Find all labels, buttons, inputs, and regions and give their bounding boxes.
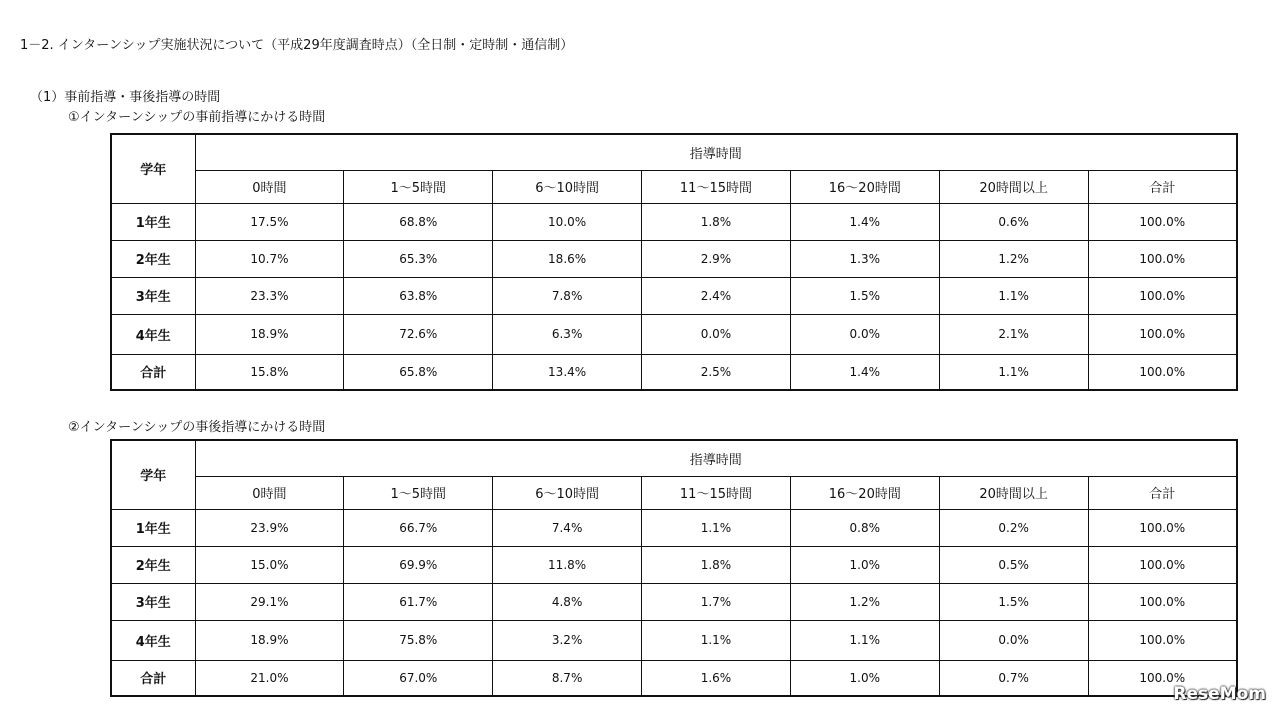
row-label: 3年生 [111,277,195,314]
table-cell: 63.8% [344,277,493,314]
group-header: 指導時間 [195,440,1237,476]
table-cell: 23.3% [195,277,344,314]
column-header: 合計 [1088,170,1237,203]
post-guidance-table [110,439,1238,697]
total-row [111,354,1237,390]
table-header-row [111,440,1237,476]
table-cell: 1.1% [939,277,1088,314]
table-cell: 1.2% [790,583,939,620]
table-cell: 7.4% [493,509,642,546]
table-cell: 1.3% [790,240,939,277]
column-header-row [111,476,1237,509]
table-cell: 66.7% [344,509,493,546]
column-header: 11～15時間 [642,170,791,203]
table-cell: 2.9% [642,240,791,277]
table-cell: 67.0% [344,660,493,696]
pre-guidance-table [110,133,1238,391]
table-cell: 18.9% [195,314,344,354]
column-header-row [111,170,1237,203]
table-cell: 1.0% [790,660,939,696]
section-title: （1）事前指導・事後指導の時間 [30,90,221,105]
table-cell: 1.8% [642,546,791,583]
column-header: 16～20時間 [790,170,939,203]
table-cell: 100.0% [1088,509,1237,546]
table-cell: 29.1% [195,583,344,620]
group-header: 指導時間 [195,134,1237,170]
table-2-title: ②インターンシップの事後指導にかける時間 [68,420,326,435]
table-cell: 1.2% [939,240,1088,277]
table-row [111,546,1237,583]
table-cell: 1.7% [642,583,791,620]
table-cell: 100.0% [1088,546,1237,583]
column-header: 1～5時間 [344,476,493,509]
resemom-watermark-logo: ReseMom [1173,684,1266,704]
table-cell: 1.0% [790,546,939,583]
table-cell: 2.1% [939,314,1088,354]
total-row [111,660,1237,696]
table-cell: 7.8% [493,277,642,314]
table-cell: 0.5% [939,546,1088,583]
table-cell: 65.3% [344,240,493,277]
table-cell: 0.8% [790,509,939,546]
column-header: 20時間以上 [939,476,1088,509]
row-label: 3年生 [111,583,195,620]
table-cell: 13.4% [493,354,642,390]
table-cell: 4.8% [493,583,642,620]
table-cell: 18.9% [195,620,344,660]
table-header-row [111,134,1237,170]
row-label: 1年生 [111,203,195,240]
table-cell: 1.8% [642,203,791,240]
table-cell: 1.6% [642,660,791,696]
table-row [111,583,1237,620]
table-row [111,240,1237,277]
table-cell: 0.0% [642,314,791,354]
table-cell: 72.6% [344,314,493,354]
table-cell: 0.2% [939,509,1088,546]
table-cell: 1.5% [939,583,1088,620]
table-cell: 100.0% [1088,314,1237,354]
row-label: 2年生 [111,240,195,277]
table-cell: 0.0% [790,314,939,354]
table-cell: 18.6% [493,240,642,277]
table-cell: 69.9% [344,546,493,583]
column-header: 11～15時間 [642,476,791,509]
table-cell: 1.4% [790,203,939,240]
row-label: 4年生 [111,314,195,354]
table-cell: 15.0% [195,546,344,583]
table-cell: 1.1% [642,620,791,660]
table-row [111,620,1237,660]
table-cell: 61.7% [344,583,493,620]
column-header: 6～10時間 [493,170,642,203]
table-cell: 1.1% [939,354,1088,390]
table-cell: 11.8% [493,546,642,583]
table-cell: 100.0% [1088,354,1237,390]
table-cell: 23.9% [195,509,344,546]
table-cell: 1.1% [642,509,791,546]
row-label: 4年生 [111,620,195,660]
grade-header: 学年 [111,134,195,203]
table-row [111,203,1237,240]
table-cell: 100.0% [1088,620,1237,660]
table-cell: 2.4% [642,277,791,314]
column-header: 0時間 [195,170,344,203]
table-row [111,314,1237,354]
column-header: 0時間 [195,476,344,509]
table-cell: 6.3% [493,314,642,354]
table-cell: 0.0% [939,620,1088,660]
table-cell: 100.0% [1088,583,1237,620]
column-header: 6～10時間 [493,476,642,509]
table-cell: 1.1% [790,620,939,660]
table-cell: 3.2% [493,620,642,660]
table-cell: 21.0% [195,660,344,696]
table-cell: 100.0% [1088,203,1237,240]
column-header: 合計 [1088,476,1237,509]
table-cell: 10.0% [493,203,642,240]
table-cell: 100.0% [1088,277,1237,314]
row-label: 2年生 [111,546,195,583]
table-cell: 1.5% [790,277,939,314]
table-cell: 68.8% [344,203,493,240]
table-cell: 75.8% [344,620,493,660]
table-cell: 100.0% [1088,660,1237,696]
row-label: 1年生 [111,509,195,546]
column-header: 1～5時間 [344,170,493,203]
table-cell: 8.7% [493,660,642,696]
table-cell: 17.5% [195,203,344,240]
row-label: 合計 [111,354,195,390]
table-row [111,277,1237,314]
table-cell: 1.4% [790,354,939,390]
column-header: 20時間以上 [939,170,1088,203]
table-cell: 0.7% [939,660,1088,696]
column-header: 16～20時間 [790,476,939,509]
row-label: 合計 [111,660,195,696]
table-row [111,509,1237,546]
table-cell: 100.0% [1088,240,1237,277]
table-cell: 2.5% [642,354,791,390]
table-cell: 10.7% [195,240,344,277]
table-cell: 0.6% [939,203,1088,240]
table-cell: 15.8% [195,354,344,390]
grade-header: 学年 [111,440,195,509]
page-title: 1－2. インターンシップ実施状況について（平成29年度調査時点）（全日制・定時制・通信制） [20,38,574,53]
table-1-title: ①インターンシップの事前指導にかける時間 [68,110,326,125]
table-cell: 65.8% [344,354,493,390]
